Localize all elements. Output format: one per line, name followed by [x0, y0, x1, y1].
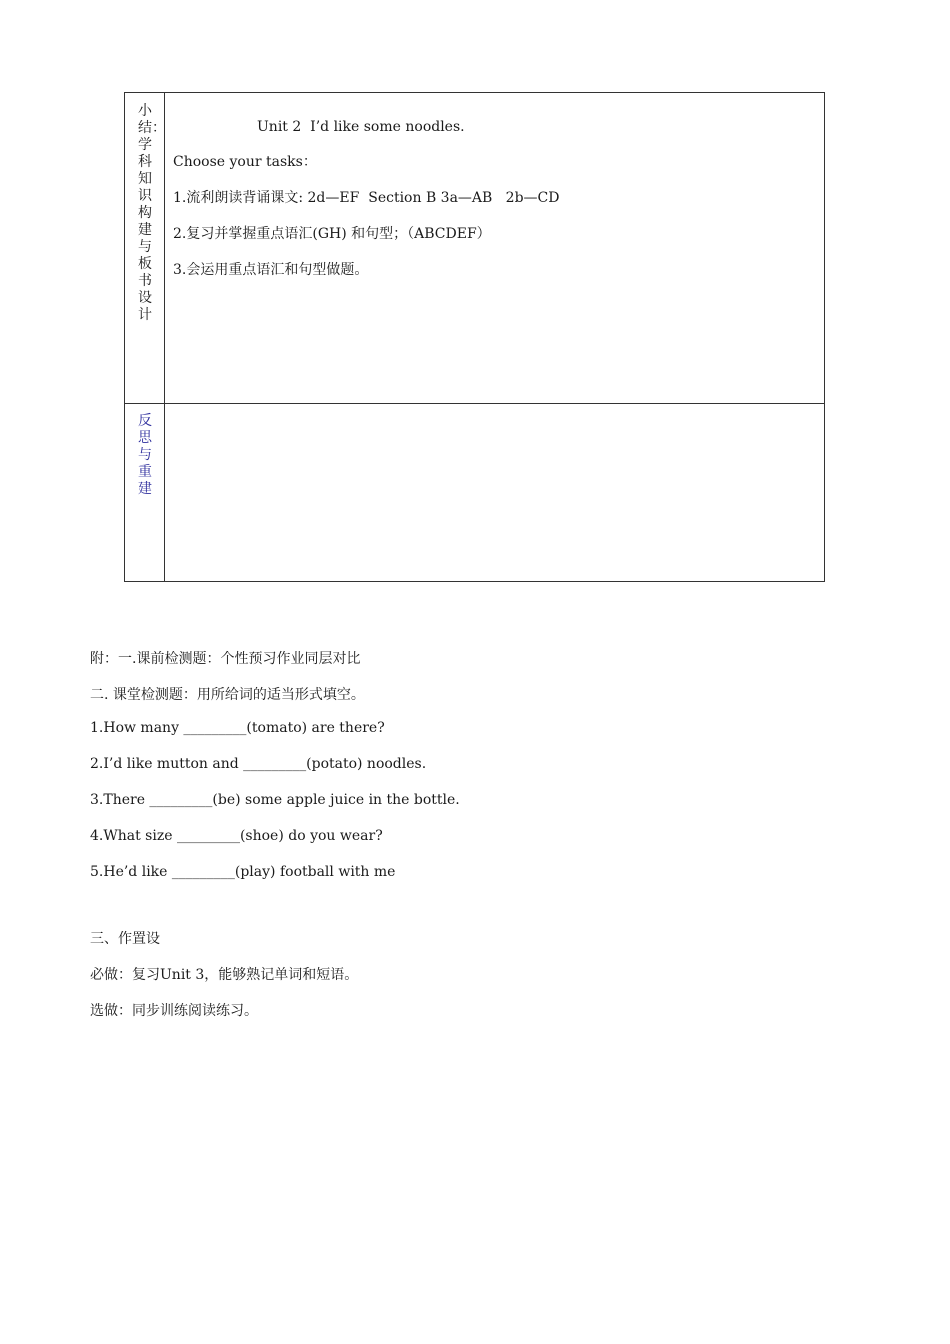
question-4: 4.What size _________(shoe) do you wear?	[90, 828, 383, 844]
question-2: 2.I’d like mutton and _________(potato) noodles.	[90, 756, 427, 772]
choose-tasks: Choose your tasks：	[173, 154, 317, 170]
task-item-2: 2.复习并掌握重点语汇(GH) 和句型；（ABCDEF）	[173, 226, 491, 242]
question-1: 1.How many _________(tomato) are there?	[90, 720, 385, 736]
unit-title: Unit 2 I’d like some noodles.	[257, 119, 465, 135]
task-item-3: 3.会运用重点语汇和句型做题。	[173, 262, 369, 278]
summary-row	[125, 93, 824, 404]
reflection-label-cell	[125, 403, 165, 581]
section-3-heading: 三、作置设	[90, 931, 160, 947]
task-item-1: 1.流利朗读背诵课文: 2d—EF Section B 3a—AB 2b—CD	[173, 190, 560, 206]
reflection-label: 反思与重建	[138, 413, 152, 497]
question-3: 3.There _________(be) some apple juice in the bottle.	[90, 792, 460, 808]
appendix-line-2: 二. 课堂检测题：用所给词的适当形式填空。	[90, 687, 365, 703]
summary-label-cell	[125, 93, 165, 403]
appendix-line-1: 附：一.课前检测题：个性预习作业同层对比	[90, 651, 361, 667]
summary-label: 小结：学科知识构建与板书设计	[138, 103, 166, 323]
reflection-row	[125, 403, 824, 581]
question-5: 5.He’d like _________(play) football with me	[90, 864, 396, 880]
summary-table	[124, 92, 825, 582]
optional-homework: 选做：同步训练阅读练习。	[90, 1003, 258, 1019]
summary-content	[165, 93, 824, 403]
reflection-content	[165, 403, 824, 581]
required-homework: 必做：复习Unit 3，能够熟记单词和短语。	[90, 967, 359, 983]
